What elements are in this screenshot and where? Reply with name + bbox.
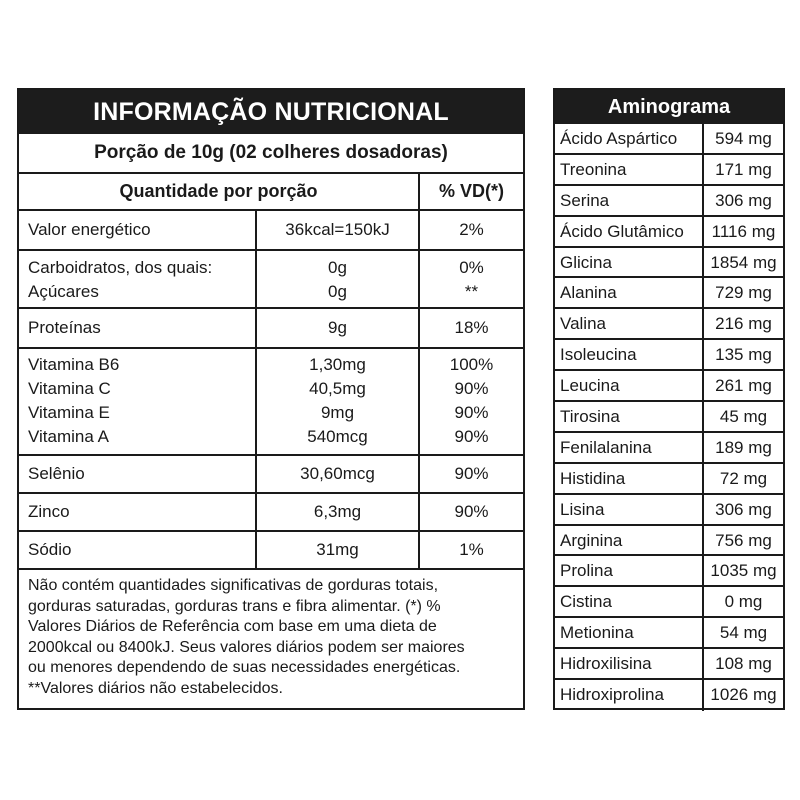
energy-amount: 36kcal=150kJ	[255, 211, 418, 249]
sodium-label: Sódio	[28, 540, 72, 559]
carbs-label: Carboidratos, dos quais:	[28, 258, 213, 277]
amino-acid-name: Metionina	[560, 623, 634, 643]
aminogram-row	[555, 433, 783, 464]
amino-acid-value: 594 mg	[702, 124, 783, 153]
amino-acid-value: 261 mg	[702, 371, 783, 400]
portion-size: Porção de 10g (02 colheres dosadoras)	[19, 134, 523, 174]
amino-acid-value: 189 mg	[702, 433, 783, 462]
energy-row	[19, 211, 523, 251]
amino-acid-value: 729 mg	[702, 278, 783, 307]
footnote-line: **Valores diários não estabelecidos.	[28, 679, 283, 697]
amino-acid-name: Hidroxiprolina	[560, 685, 664, 705]
amino-acid-name: Leucina	[560, 376, 620, 396]
amino-acid-name: Alanina	[560, 283, 617, 303]
aminogram-table	[553, 88, 785, 710]
amino-acid-value: 135 mg	[702, 340, 783, 369]
aminogram-row	[555, 309, 783, 340]
vitamin-amount: 40,5mg	[309, 379, 366, 398]
vitamin-label: Vitamina B6	[28, 355, 120, 374]
zinc-label: Zinco	[28, 502, 70, 521]
amino-acid-value: 171 mg	[702, 155, 783, 184]
amino-acid-name: Treonina	[560, 159, 627, 179]
vitamin-label: Vitamina E	[28, 403, 110, 422]
protein-label: Proteínas	[28, 318, 101, 337]
aminogram-row	[555, 618, 783, 649]
selenium-label: Selênio	[28, 464, 85, 483]
footnote-line: gorduras saturadas, gorduras trans e fibra alimentar. (*) %	[28, 597, 441, 615]
aminogram-row	[555, 278, 783, 309]
amino-acid-value: 54 mg	[702, 618, 783, 647]
amino-acid-name: Serina	[560, 190, 610, 210]
amino-acid-value: 45 mg	[702, 402, 783, 431]
nutrition-title: INFORMAÇÃO NUTRICIONAL	[19, 90, 523, 134]
amino-acid-value: 306 mg	[702, 495, 783, 524]
protein-amount: 9g	[255, 309, 418, 347]
aminogram-row	[555, 556, 783, 587]
sodium-amount: 31mg	[255, 532, 418, 568]
vitamin-dv: 90%	[454, 403, 489, 422]
vitamin-label: Vitamina A	[28, 427, 109, 446]
sugars-label: Açúcares	[28, 282, 99, 301]
vitamin-amount: 9mg	[320, 403, 355, 422]
table-header-row	[19, 174, 523, 211]
vitamin-amount: 540mcg	[307, 427, 368, 446]
aminogram-rows	[555, 124, 783, 711]
amino-acid-value: 1035 mg	[702, 556, 783, 585]
aminogram-row	[555, 248, 783, 279]
dv-header: % VD(*)	[418, 174, 523, 209]
protein-row	[19, 309, 523, 349]
amino-acid-value: 756 mg	[702, 526, 783, 555]
amino-acid-value: 216 mg	[702, 309, 783, 338]
sugars-amount: 0g	[328, 282, 347, 301]
quantity-header: Quantidade por porção	[119, 181, 318, 201]
amino-acid-name: Cistina	[560, 592, 612, 612]
nutrition-facts-table	[17, 88, 525, 710]
aminogram-row	[555, 680, 783, 711]
footnote-line: Valores Diários de Referência com base em uma dieta de	[28, 618, 437, 635]
amino-acid-name: Histidina	[560, 468, 626, 488]
amino-acid-name: Isoleucina	[560, 345, 637, 365]
carbs-dv: 0%	[459, 258, 484, 277]
amino-acid-value: 108 mg	[702, 649, 783, 678]
selenium-row	[19, 456, 523, 494]
aminogram-row	[555, 155, 783, 186]
sugars-dv: **	[464, 282, 479, 301]
sodium-dv: 1%	[418, 532, 523, 568]
amino-acid-name: Prolina	[560, 561, 613, 581]
aminogram-row	[555, 526, 783, 557]
sodium-row	[19, 532, 523, 570]
aminogram-row	[555, 587, 783, 618]
aminogram-row	[555, 464, 783, 495]
amino-acid-value: 0 mg	[702, 587, 783, 616]
vitamins-row	[19, 349, 523, 456]
energy-label: Valor energético	[28, 220, 151, 239]
amino-acid-name: Arginina	[560, 530, 623, 550]
amino-acid-name: Lisina	[560, 499, 605, 519]
aminogram-title: Aminograma	[555, 90, 783, 124]
vitamin-dv: 90%	[454, 379, 489, 398]
zinc-row	[19, 494, 523, 532]
footnote-line: Não contém quantidades significativas de gorduras totais,	[28, 577, 439, 594]
aminogram-row	[555, 124, 783, 155]
aminogram-row	[555, 402, 783, 433]
selenium-dv: 90%	[418, 456, 523, 492]
amino-acid-name: Ácido Glutâmico	[560, 221, 684, 241]
footnote	[19, 570, 523, 699]
amino-acid-value: 1026 mg	[702, 680, 783, 711]
footnote-line: ou menores dependendo de suas necessidades energéticas.	[28, 659, 461, 676]
protein-dv: 18%	[418, 309, 523, 347]
zinc-amount: 6,3mg	[255, 494, 418, 530]
amino-acid-name: Hidroxilisina	[560, 654, 652, 674]
aminogram-row	[555, 649, 783, 680]
vitamin-dv: 90%	[454, 427, 489, 446]
aminogram-row	[555, 495, 783, 526]
amino-acid-name: Ácido Aspártico	[560, 129, 678, 148]
carbs-amount: 0g	[328, 258, 347, 277]
amino-acid-name: Valina	[560, 314, 606, 334]
vitamin-dv: 100%	[449, 355, 494, 374]
energy-dv: 2%	[418, 211, 523, 249]
amino-acid-name: Tirosina	[560, 407, 620, 427]
amino-acid-value: 306 mg	[702, 186, 783, 215]
aminogram-row	[555, 340, 783, 371]
zinc-dv: 90%	[418, 494, 523, 530]
aminogram-row	[555, 371, 783, 402]
vitamin-label: Vitamina C	[28, 379, 111, 398]
vitamin-amount: 1,30mg	[309, 355, 366, 374]
aminogram-row	[555, 186, 783, 217]
amino-acid-value: 1854 mg	[702, 248, 783, 277]
footnote-line: 2000kcal ou 8400kJ. Seus valores diários podem ser maiores	[28, 638, 465, 656]
amino-acid-name: Fenilalanina	[560, 437, 652, 457]
selenium-amount: 30,60mcg	[255, 456, 418, 492]
amino-acid-value: 1116 mg	[702, 217, 783, 246]
aminogram-row	[555, 217, 783, 248]
amino-acid-name: Glicina	[560, 252, 612, 272]
amino-acid-value: 72 mg	[702, 464, 783, 493]
carbs-row	[19, 251, 523, 309]
